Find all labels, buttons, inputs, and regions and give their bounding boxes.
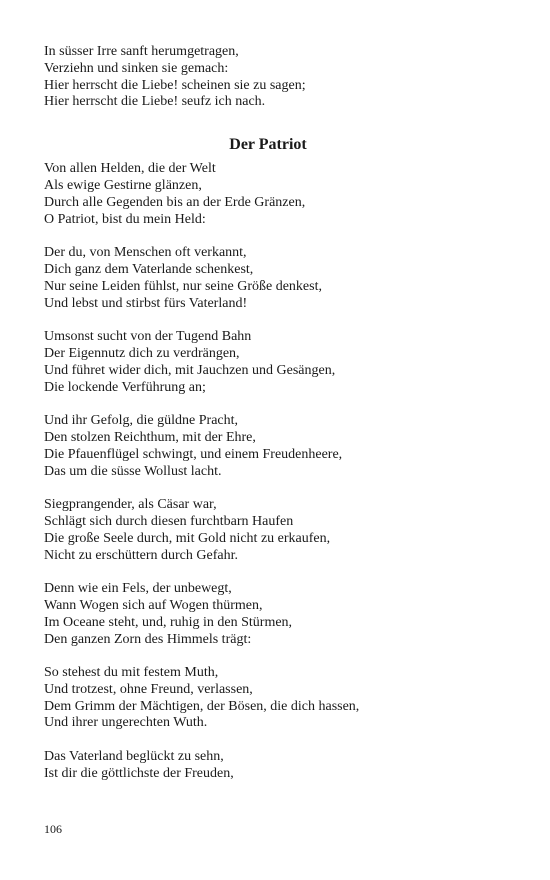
poem-line: In süsser Irre sanft herumgetragen, xyxy=(44,44,239,59)
poem-line: Von allen Helden, die der Welt xyxy=(44,161,216,177)
page-number: 106 xyxy=(44,822,62,836)
poem-line: Der du, von Menschen oft verkannt, xyxy=(44,245,247,261)
stanza-6 xyxy=(44,581,484,648)
poem-line: Dich ganz dem Vaterlande schenkest, xyxy=(44,261,254,277)
poem-line: Und führet wider dich, mit Jauchzen und Gesängen, xyxy=(44,362,336,378)
stanza-7 xyxy=(44,665,484,732)
poem-line: Hier herrscht die Liebe! seufz ich nach. xyxy=(44,94,266,110)
poem-line: Als ewige Gestirne glänzen, xyxy=(44,177,202,193)
poem-line: Verziehn und sinken sie gemach: xyxy=(44,60,229,76)
poem-line: Den ganzen Zorn des Himmels trägt: xyxy=(44,631,252,647)
poem-line: Und trotzest, ohne Freund, verlassen, xyxy=(44,681,253,697)
stanza-4 xyxy=(44,413,484,480)
stanza-5 xyxy=(44,497,484,564)
poem-line: Das Vaterland beglückt zu sehn, xyxy=(44,749,224,765)
poem-title: Der Patriot xyxy=(229,136,307,154)
stanza-2 xyxy=(44,245,484,312)
poem-line: Durch alle Gegenden bis an der Erde Gränzen, xyxy=(44,194,306,210)
stanza-3 xyxy=(44,329,484,396)
poem-line: Siegprangender, als Cäsar war, xyxy=(44,497,217,513)
poem-line: Die große Seele durch, mit Gold nicht zu erkaufen, xyxy=(44,530,331,546)
poem-line: Wann Wogen sich auf Wogen thürmen, xyxy=(44,597,263,613)
poem-line: Den stolzen Reichthum, mit der Ehre, xyxy=(44,429,256,445)
poem-line: Schlägt sich durch diesen furchtbarn Haufen xyxy=(44,513,294,529)
poem-line: Ist dir die göttlichste der Freuden, xyxy=(44,765,234,781)
stanza-8 xyxy=(44,749,484,783)
stanza-1 xyxy=(44,161,484,228)
poem-line: Im Oceane steht, und, ruhig in den Stürmen, xyxy=(44,614,293,630)
poem-line: So stehest du mit festem Muth, xyxy=(44,665,219,681)
poem-line: Dem Grimm der Mächtigen, der Bösen, die dich hassen, xyxy=(44,698,360,714)
poem-line: Denn wie ein Fels, der unbewegt, xyxy=(44,581,232,597)
poem-line: O Patriot, bist du mein Held: xyxy=(44,211,206,227)
poem-line: Und lebst und stirbst fürs Vaterland! xyxy=(44,295,248,311)
poem-text-block xyxy=(44,44,484,799)
poem-line: Und ihrer ungerechten Wuth. xyxy=(44,715,208,731)
poem-line: Nur seine Leiden fühlst, nur seine Größe denkest, xyxy=(44,278,322,294)
poem-line: Hier herrscht die Liebe! scheinen sie zu sagen; xyxy=(44,77,306,93)
poem-line: Und ihr Gefolg, die güldne Pracht, xyxy=(44,413,239,429)
poem-line: Die Pfauenflügel schwingt, und einem Freudenheere, xyxy=(44,446,343,462)
poem-line: Umsonst sucht von der Tugend Bahn xyxy=(44,329,252,345)
poem-line: Nicht zu erschüttern durch Gefahr. xyxy=(44,547,238,563)
intro-stanza xyxy=(44,44,484,111)
poem-line: Der Eigennutz dich zu verdrängen, xyxy=(44,345,240,361)
poem-line: Die lockende Verführung an; xyxy=(44,379,206,395)
poem-line: Das um die süsse Wollust lacht. xyxy=(44,463,222,479)
